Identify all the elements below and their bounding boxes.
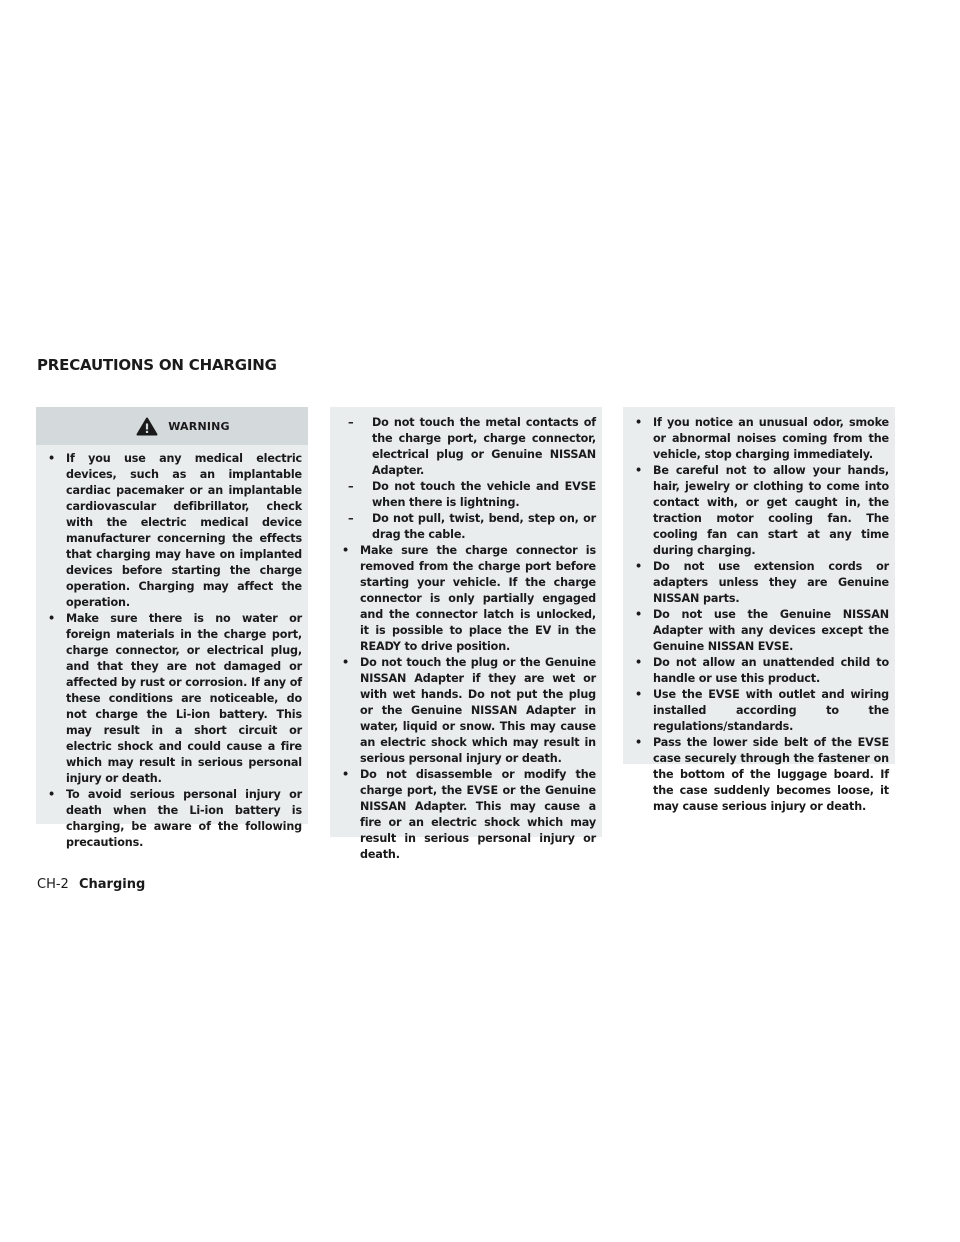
- warning-item-text: Do not pull, twist, bend, step on, or drag the cable.: [372, 512, 596, 541]
- warning-item: [338, 767, 596, 863]
- dash-marker: –: [348, 416, 354, 429]
- warning-item-text: Do not touch the metal contacts of the charge port, charge connector, electrical plug or Genuine NISSAN Adapter.: [372, 416, 596, 477]
- warning-item-text: If you use any medical electric devices, such as an implantable cardiac pacemaker or an implantable cardiovascular defibrillator, check with the electric medical device manufacturer concerning the effects that charging may have on implanted devices before starting the charge operation. Charging may affect the operation.: [66, 452, 302, 609]
- warning-item-text: Do not allow an unattended child to handle or use this product.: [653, 656, 889, 685]
- chapter-name: Charging: [78, 877, 146, 892]
- warning-item-text: Do not disassemble or modify the charge port, the EVSE or the Genuine NISSAN Adapter. This may cause a fire or an electric shock which may result in serious personal injury or death.: [360, 768, 596, 861]
- warning-item: [44, 451, 302, 611]
- page-footer: [37, 877, 145, 892]
- warning-list-3: [631, 415, 889, 815]
- bullet-marker: •: [635, 608, 643, 621]
- warning-item: [44, 611, 302, 787]
- bullet-marker: •: [635, 736, 643, 749]
- warning-item-text: Do not use extension cords or adapters unless they are Genuine NISSAN parts.: [653, 560, 889, 605]
- warning-item-text: Do not touch the vehicle and EVSE when there is lightning.: [372, 480, 596, 509]
- warning-item-text: Pass the lower side belt of the EVSE case securely through the fastener on the bottom of the luggage board. If the case suddenly becomes loose, it may cause serious injury or death.: [653, 736, 889, 813]
- warning-sub-item: [338, 511, 596, 543]
- warning-triangle-icon: [136, 417, 158, 436]
- warning-item: [338, 543, 596, 655]
- bullet-marker: •: [48, 612, 56, 625]
- bullet-marker: •: [48, 788, 56, 801]
- section-title: PRECAUTIONS ON CHARGING: [37, 356, 277, 374]
- bullet-marker: •: [48, 452, 56, 465]
- bullet-marker: •: [342, 544, 350, 557]
- warning-item-text: If you notice an unusual odor, smoke or abnormal noises coming from the vehicle, stop charging immediately.: [653, 416, 889, 461]
- bullet-marker: •: [635, 464, 643, 477]
- warning-item: [631, 687, 889, 735]
- warning-header: [36, 407, 308, 445]
- warning-item: [338, 655, 596, 767]
- warning-item: [44, 787, 302, 851]
- warning-column-2: [330, 407, 602, 861]
- bullet-marker: •: [635, 560, 643, 573]
- warning-item-text: Make sure there is no water or foreign materials in the charge port, charge connector, or electrical plug, and that they are not damaged or affected by rust or corrosion. If any of these conditions are noticeable, do not charge the Li-ion battery. This may result in a short circuit or electric shock and could cause a fire which may result in serious personal injury or death.: [66, 612, 302, 785]
- warning-item-text: Use the EVSE with outlet and wiring installed according to the regulations/standards.: [653, 688, 889, 733]
- dash-marker: –: [348, 512, 354, 525]
- bullet-marker: •: [635, 688, 643, 701]
- warning-item: [631, 559, 889, 607]
- warning-item-text: To avoid serious personal injury or death when the Li-ion battery is charging, be aware of the following precautions.: [66, 788, 302, 849]
- dash-marker: –: [348, 480, 354, 493]
- warning-item-text: Do not touch the plug or the Genuine NISSAN Adapter if they are wet or with wet hands. Do not put the plug or the Genuine NISSAN Adapter in water, liquid or snow. This may cause an electric shock which may result in serious personal injury or death.: [360, 656, 596, 765]
- warning-item: [631, 735, 889, 815]
- warning-sub-item: [338, 479, 596, 511]
- warning-item-text: Do not use the Genuine NISSAN Adapter with any devices except the Genuine NISSAN EVSE.: [653, 608, 889, 653]
- warning-column-1: [36, 407, 308, 849]
- warning-item: [631, 415, 889, 463]
- warning-item-text: Make sure the charge connector is removed from the charge port before starting your vehicle. If the charge connector is only partially engaged and the connector latch is unlocked, it is possible to place the EV in the READY to drive position.: [360, 544, 596, 653]
- warning-item-text: Be careful not to allow your hands, hair, jewelry or clothing to come into contact with, or get caught in, the traction motor cooling fan. The cooling fan can start at any time during charging.: [653, 464, 889, 557]
- warning-list-1: [44, 451, 302, 851]
- bullet-marker: •: [635, 656, 643, 669]
- warning-item: [631, 655, 889, 687]
- warning-list-2: [338, 415, 596, 863]
- bullet-marker: •: [342, 656, 350, 669]
- warning-column-3: [623, 407, 895, 813]
- page-number: CH-2: [37, 877, 69, 892]
- bullet-marker: •: [635, 416, 643, 429]
- warning-item: [631, 607, 889, 655]
- warning-label: WARNING: [168, 419, 230, 433]
- bullet-marker: •: [342, 768, 350, 781]
- warning-sub-item: [338, 415, 596, 479]
- warning-item: [631, 463, 889, 559]
